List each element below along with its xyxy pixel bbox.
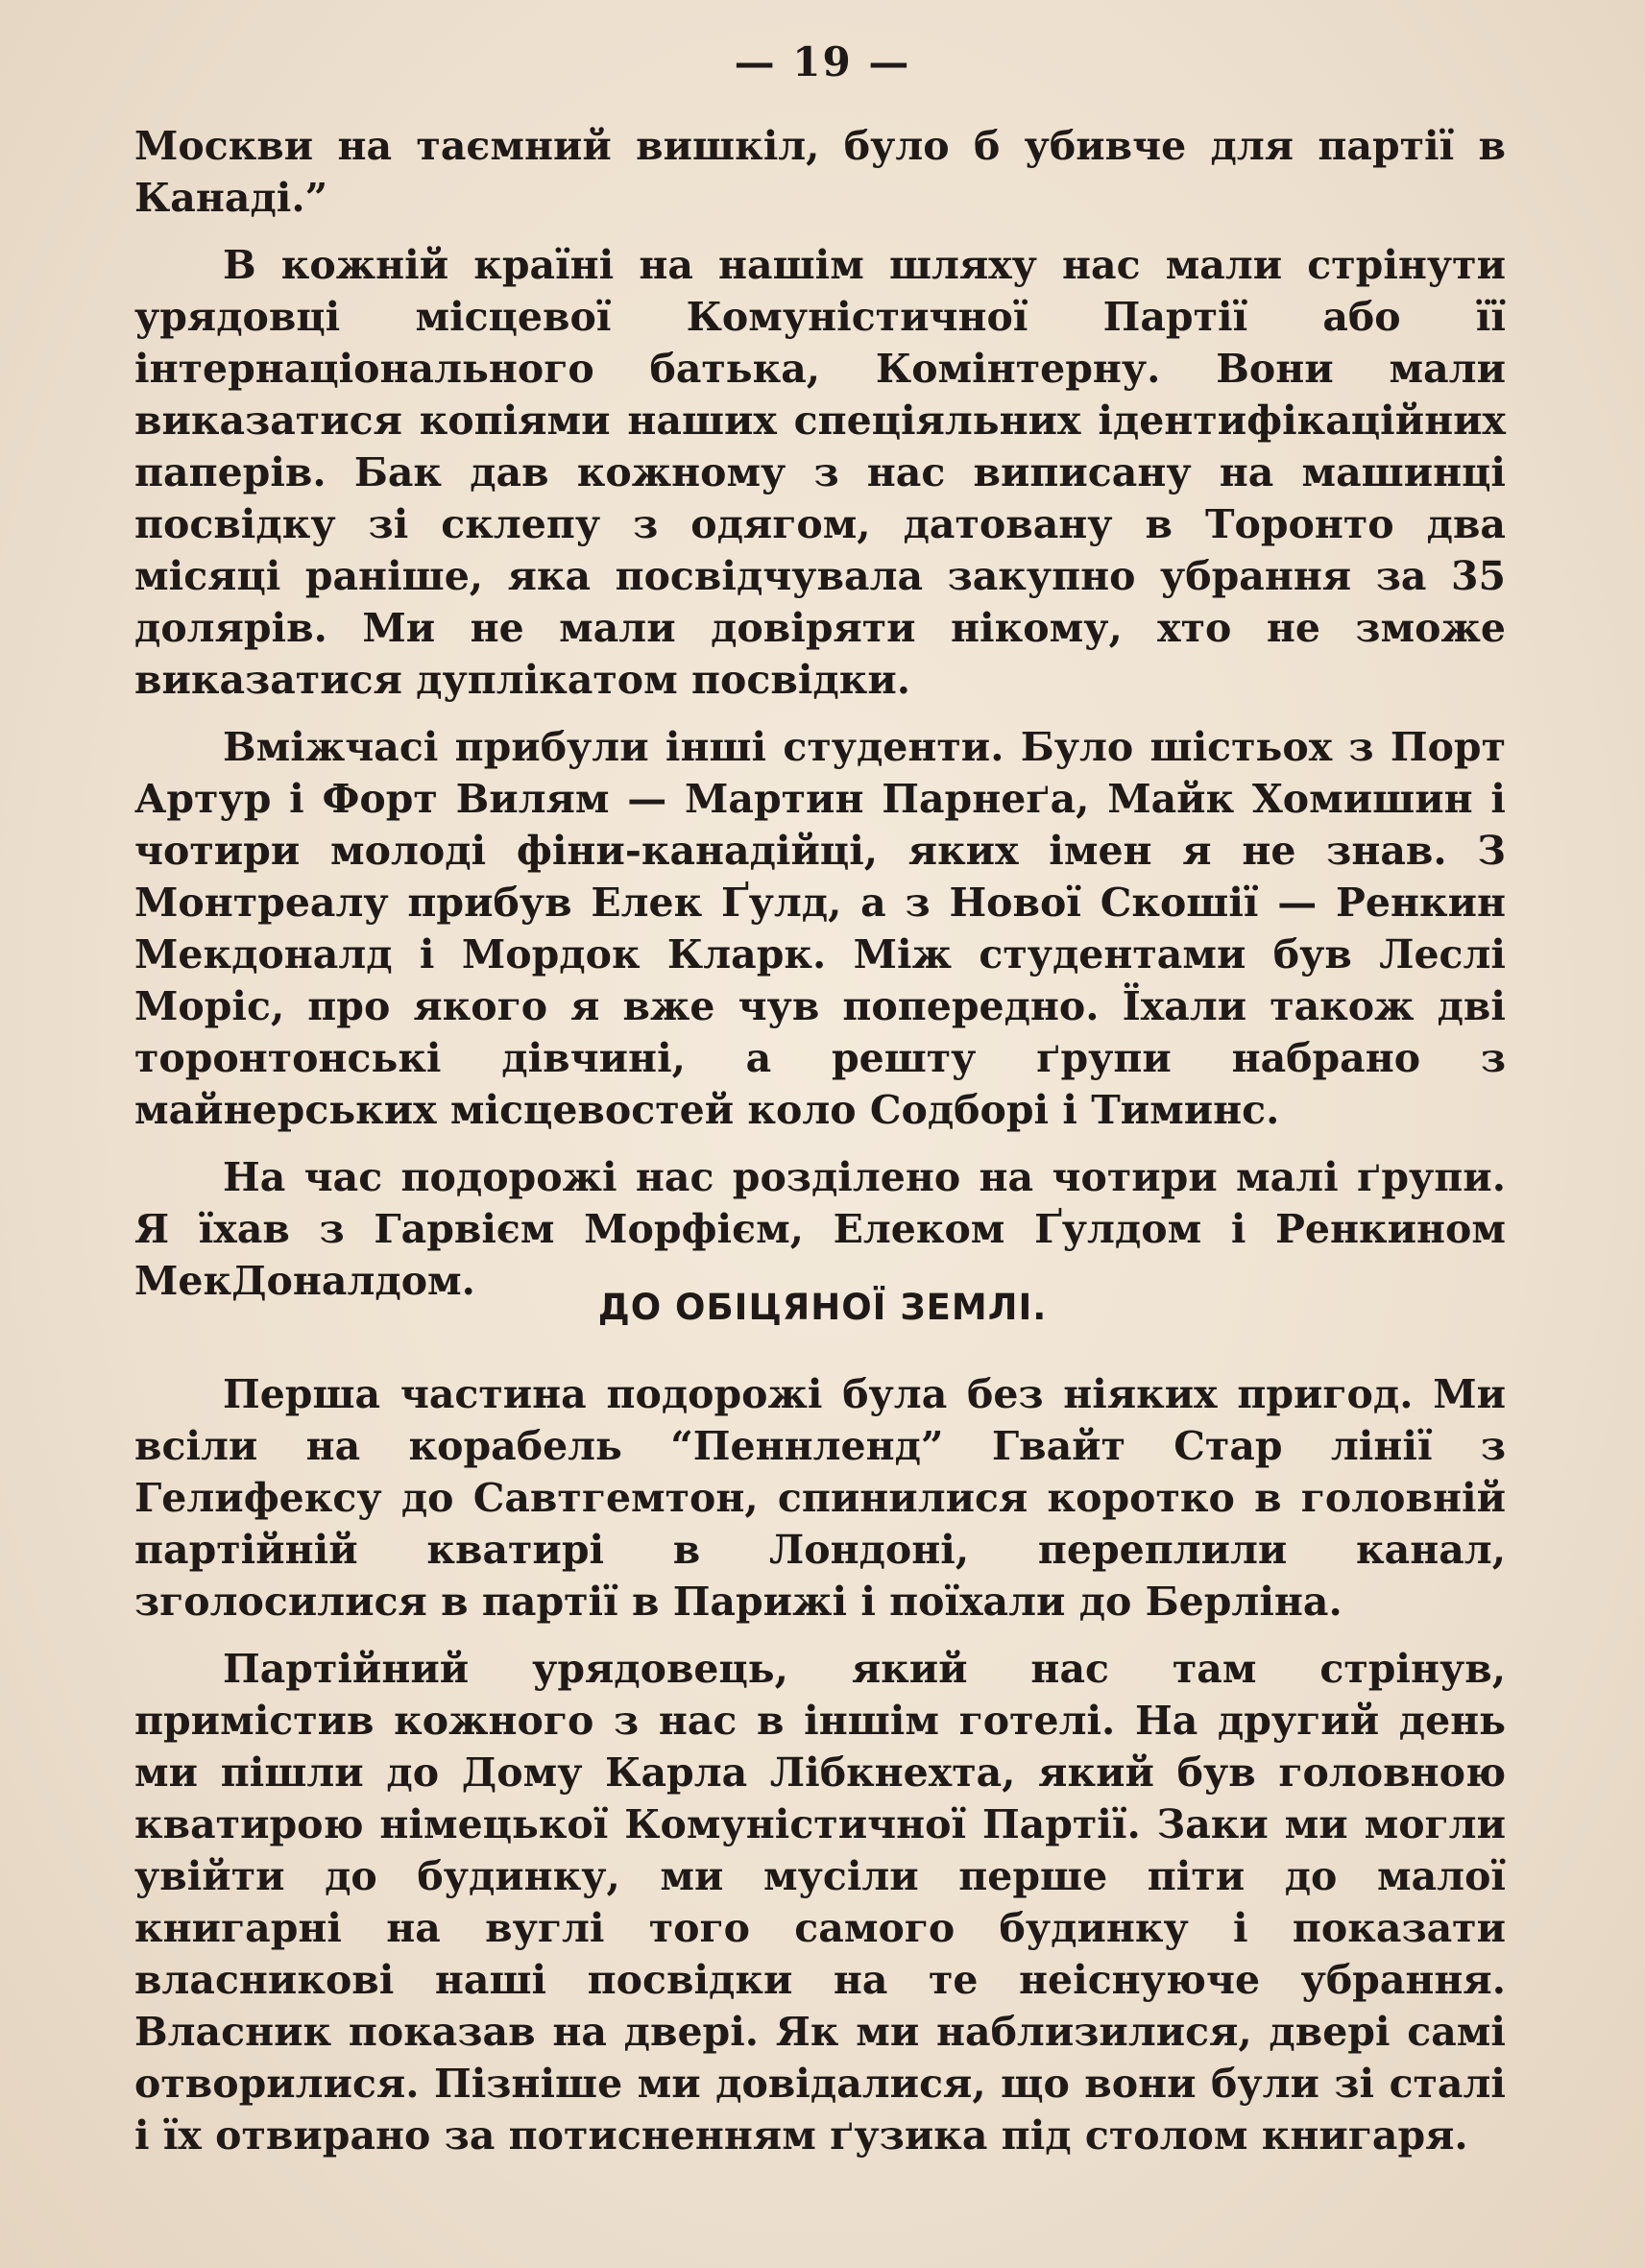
- page-number: — 19 —: [734, 38, 911, 85]
- paragraph: В кожній країні на нашім шляху нас мали стрінути урядовці місцевої Комуністичної Партії або її інтернаціонального батька, Комінтерну. Вони мали виказатися копіями наших спеціяльних ідентифікаційних паперів. Бак дав кожному з нас виписану на машинці посвідку зі склепу з одягом, датовану в Торонто два місяці раніше, яка посвідчувала закупно убрання за 35 долярів. Ми не мали довіряти нікому, хто не зможе виказатися дуплікатом посвідки.: [134, 242, 1506, 703]
- paragraph: Перша частина подорожі була без ніяких пригод. Ми всіли на корабель “Пеннленд” Гвайт Стар лінії з Гелифексу до Савтгемтон, спинилися коротко в головній партійній кватирі в Лондоні, переплили канал, зголосилися в партії в Парижі і поїхали до Берліна.: [134, 1371, 1506, 1625]
- paragraph-continuation: Москви на таємний вишкіл, було б убивче для партії в Канаді.”: [134, 123, 1506, 221]
- paragraph: На час подорожі нас розділено на чотири малі ґрупи. Я їхав з Гарвієм Морфієм, Елеком Ґулдом і Ренкином МекДоналдом.: [134, 1154, 1506, 1304]
- paragraph: Партійний урядовець, який нас там стрінув, примістив кожного з нас в іншім готелі. На другий день ми пішли до Дому Карла Лібкнехта, який був головною кватирою німецької Комуністичної Партії. Заки ми могли увійти до будинку, ми мусіли перше піти до малої книгарні на вуглі того самого будинку і показати власникові наші посвідки на те неіснуюче убрання. Власник показав на двері. Як ми наблизилися, двері самі отворилися. Пізніше ми довідалися, що вони були зі сталі і їх отвирано за потисненням ґузика під столом книгаря.: [134, 1646, 1506, 2159]
- section-heading: ДО ОБІЦЯНОЇ ЗЕМЛІ.: [597, 1287, 1048, 1328]
- paragraph: Вміжчасі прибули інші студенти. Було шістьох з Порт Артур і Форт Вилям — Мартин Парнеґа, Майк Хомишин і чотири молоді фіни-канадійці, яких імен я не знав. З Монтреалу прибув Елек Ґулд, а з Нової Скошії — Ренкин Мекдоналд і Мордок Кларк. Між студентами був Леслі Моріс, про якого я вже чув попередно. Їхали також дві торонтонські дівчині, а решту ґрупи набрано з майнерських місцевостей коло Содборі і Тиминс.: [134, 724, 1506, 1133]
- body-text-section-1: [134, 120, 1506, 1322]
- body-text-section-2: [134, 1368, 1506, 2177]
